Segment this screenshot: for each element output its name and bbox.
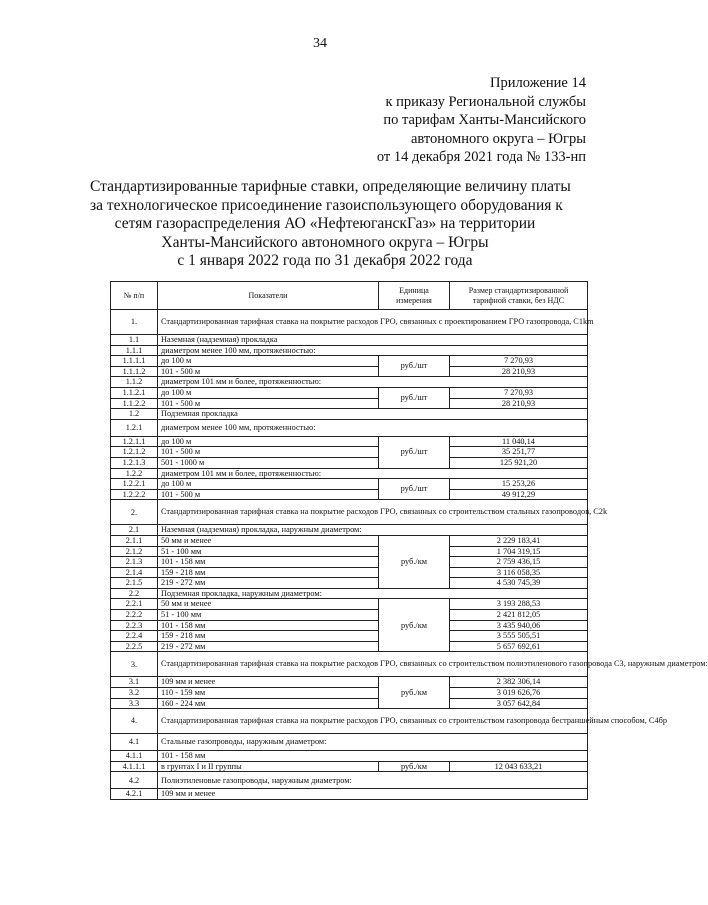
unit-cell: руб./шт xyxy=(379,387,450,408)
row-num: 1.1.1.2 xyxy=(111,366,158,377)
row-num: 4.1.1.1 xyxy=(111,761,158,772)
row-num: 4.2.1 xyxy=(111,789,158,800)
row-value: 12 043 633,21 xyxy=(450,761,588,772)
row-num: 1.1.1 xyxy=(111,345,158,356)
row-value: 5 657 692,61 xyxy=(450,641,588,652)
appendix-line: Приложение 14 xyxy=(490,75,586,91)
row-text: 101 - 500 м xyxy=(158,366,379,377)
table-row xyxy=(111,734,588,751)
row-num: 3. xyxy=(111,652,158,677)
unit-cell: руб./км xyxy=(379,535,450,588)
table-row xyxy=(111,447,588,458)
header-indicator: Показатели xyxy=(158,282,379,310)
table-row xyxy=(111,578,588,589)
page-number: 34 xyxy=(313,36,327,51)
table-row xyxy=(111,457,588,468)
table-row xyxy=(111,610,588,621)
title-line: Ханты-Мансийского автономного округа – Югры xyxy=(161,233,489,251)
appendix-line: к приказу Региональной службы xyxy=(385,93,586,110)
title-line: за технологическое присоединение газоиспользующего оборудования к xyxy=(90,196,563,214)
unit-cell: руб./км xyxy=(379,599,450,652)
row-num: 2.1.3 xyxy=(111,557,158,568)
row-text: 159 - 218 мм xyxy=(158,631,379,642)
row-num: 2. xyxy=(111,500,158,525)
header-size: Размер стандартизированной тарифной ставки, без НДС xyxy=(450,282,588,310)
table-row xyxy=(111,751,588,762)
row-num: 4.2 xyxy=(111,772,158,789)
header-num: № п/п xyxy=(111,282,158,310)
row-text: 50 мм и менее xyxy=(158,535,379,546)
table-row xyxy=(111,567,588,578)
row-text: 109 мм и менее xyxy=(158,677,379,688)
row-num: 3.1 xyxy=(111,677,158,688)
appendix-line: автономного округа – Югры xyxy=(410,130,586,147)
row-value: 1 704 319,15 xyxy=(450,546,588,557)
row-num: 1.1.2 xyxy=(111,377,158,388)
row-value: 2 759 436,15 xyxy=(450,557,588,568)
row-text: диаметром менее 100 мм, протяженностью: xyxy=(158,345,588,356)
row-text: Стальные газопроводы, наружным диаметром: xyxy=(158,734,588,751)
row-value: 7 270,93 xyxy=(450,356,588,367)
row-text: 51 - 100 мм xyxy=(158,610,379,621)
row-num: 1.2.1.1 xyxy=(111,436,158,447)
row-value: 28 210,93 xyxy=(450,366,588,377)
table-row xyxy=(111,310,588,335)
row-num: 2.1.2 xyxy=(111,546,158,557)
row-text: 51 - 100 мм xyxy=(158,546,379,557)
row-text: в грунтах I и II группы xyxy=(158,761,379,772)
table-row xyxy=(111,479,588,490)
document-title xyxy=(90,178,571,271)
table-row xyxy=(111,489,588,500)
row-value: 2 229 183,41 xyxy=(450,535,588,546)
row-text: 101 - 158 мм xyxy=(158,751,588,762)
row-num: 2.2.1 xyxy=(111,599,158,610)
table-row xyxy=(111,631,588,642)
appendix-line: от 14 декабря 2021 года № 133-нп xyxy=(376,149,586,165)
row-num: 1.2.2.1 xyxy=(111,479,158,490)
row-num: 1.2.1.3 xyxy=(111,457,158,468)
table-row xyxy=(111,419,588,436)
table-row xyxy=(111,398,588,409)
row-text: 101 - 158 мм xyxy=(158,620,379,631)
row-text: Наземная (надземная) прокладка xyxy=(158,335,588,346)
table-row xyxy=(111,761,588,772)
unit-cell: руб./км xyxy=(379,761,450,772)
row-value: 125 921,20 xyxy=(450,457,588,468)
row-num: 1.2.1.2 xyxy=(111,447,158,458)
table-row xyxy=(111,709,588,734)
table-row xyxy=(111,620,588,631)
table-row xyxy=(111,698,588,709)
unit-cell: руб./шт xyxy=(379,356,450,377)
row-num: 1. xyxy=(111,310,158,335)
table-row xyxy=(111,335,588,346)
table-row xyxy=(111,599,588,610)
unit-cell: руб./шт xyxy=(379,436,450,468)
row-text: до 100 м xyxy=(158,479,379,490)
row-text: Стандартизированная тарифная ставка на покрытие расходов ГРО, связанных со строительством стальных газопроводов, C2k xyxy=(158,500,588,525)
row-num: 1.1.2.1 xyxy=(111,387,158,398)
unit-cell: руб./км xyxy=(379,677,450,709)
row-text: Стандартизированная тарифная ставка на покрытие расходов ГРО, связанных со строительством полиэтиленового газопровода C3, наружным диаметром: xyxy=(158,652,588,677)
table-row xyxy=(111,377,588,388)
table-row xyxy=(111,546,588,557)
title-line: Стандартизированные тарифные ставки, определяющие величину платы xyxy=(90,178,571,195)
row-num: 2.2.2 xyxy=(111,610,158,621)
row-value: 28 210,93 xyxy=(450,398,588,409)
row-text: диаметром менее 100 мм, протяженностью: xyxy=(158,419,588,436)
row-text: до 100 м xyxy=(158,356,379,367)
row-text: Стандартизированная тарифная ставка на покрытие расходов ГРО, связанных со строительством газопровода бестраншейным способом, C4бр xyxy=(158,709,588,734)
table-row xyxy=(111,525,588,536)
row-text: 109 мм и менее xyxy=(158,789,588,800)
row-value: 3 435 940,06 xyxy=(450,620,588,631)
row-text: диаметром 101 мм и более, протяженностью: xyxy=(158,468,588,479)
row-value: 49 912,29 xyxy=(450,489,588,500)
row-num: 4.1.1 xyxy=(111,751,158,762)
row-num: 1.2 xyxy=(111,409,158,420)
row-num: 2.1.1 xyxy=(111,535,158,546)
table-row xyxy=(111,677,588,688)
row-num: 1.2.2 xyxy=(111,468,158,479)
table-row xyxy=(111,588,588,599)
row-num: 2.2.4 xyxy=(111,631,158,642)
table-row xyxy=(111,688,588,699)
row-value: 3 019 626,76 xyxy=(450,688,588,699)
row-value: 3 116 058,35 xyxy=(450,567,588,578)
row-num: 3.2 xyxy=(111,688,158,699)
row-num: 2.2.3 xyxy=(111,620,158,631)
row-text: 50 мм и менее xyxy=(158,599,379,610)
row-text: 101 - 500 м xyxy=(158,447,379,458)
table-row xyxy=(111,409,588,420)
row-text: 110 - 159 мм xyxy=(158,688,379,699)
table-row xyxy=(111,641,588,652)
table-row xyxy=(111,535,588,546)
title-line: сетям газораспределения АО «НефтеюганскГаз» на территории xyxy=(114,215,536,233)
row-text: Подземная прокладка xyxy=(158,409,588,420)
row-value: 15 253,26 xyxy=(450,479,588,490)
row-num: 4.1 xyxy=(111,734,158,751)
table-row xyxy=(111,356,588,367)
row-num: 1.2.2.2 xyxy=(111,489,158,500)
table-row xyxy=(111,789,588,800)
row-num: 2.2.5 xyxy=(111,641,158,652)
table-row xyxy=(111,468,588,479)
appendix-header xyxy=(377,74,586,167)
row-num: 4. xyxy=(111,709,158,734)
row-text: Подземная прокладка, наружным диаметром: xyxy=(158,588,588,599)
row-num: 2.1.5 xyxy=(111,578,158,589)
header-unit: Единица измерения xyxy=(379,282,450,310)
row-text: 101 - 158 мм xyxy=(158,557,379,568)
row-text: до 100 м xyxy=(158,436,379,447)
row-num: 1.2.1 xyxy=(111,419,158,436)
table-row xyxy=(111,366,588,377)
row-num: 1.1.2.2 xyxy=(111,398,158,409)
row-text: 219 - 272 мм xyxy=(158,578,379,589)
table-row xyxy=(111,772,588,789)
row-text: 159 - 218 мм xyxy=(158,567,379,578)
row-value: 3 057 642,84 xyxy=(450,698,588,709)
row-num: 1.1 xyxy=(111,335,158,346)
row-value: 2 421 812,05 xyxy=(450,610,588,621)
row-text: Наземная (надземная) прокладка, наружным диаметром: xyxy=(158,525,588,536)
row-text: до 100 м xyxy=(158,387,379,398)
row-text: 101 - 500 м xyxy=(158,398,379,409)
table-row xyxy=(111,652,588,677)
row-value: 3 555 505,51 xyxy=(450,631,588,642)
row-num: 1.1.1.1 xyxy=(111,356,158,367)
title-line: с 1 января 2022 года по 31 декабря 2022 года xyxy=(177,252,473,270)
tariff-table xyxy=(110,281,708,800)
unit-cell: руб./шт xyxy=(379,479,450,500)
row-num: 2.2 xyxy=(111,588,158,599)
table-row xyxy=(111,436,588,447)
row-text: 219 - 272 мм xyxy=(158,641,379,652)
table-header-row xyxy=(111,282,588,310)
row-text: 101 - 500 м xyxy=(158,489,379,500)
row-value: 2 382 306,14 xyxy=(450,677,588,688)
row-text: Полиэтиленовые газопроводы, наружным диаметром: xyxy=(158,772,588,789)
row-text: диаметром 101 мм и более, протяженностью: xyxy=(158,377,588,388)
table-row xyxy=(111,500,588,525)
row-num: 2.1.4 xyxy=(111,567,158,578)
row-text: 160 - 224 мм xyxy=(158,698,379,709)
row-value: 4 530 745,39 xyxy=(450,578,588,589)
appendix-line: по тарифам Ханты-Мансийского xyxy=(383,112,586,128)
row-text: 501 - 1000 м xyxy=(158,457,379,468)
row-value: 3 193 288,53 xyxy=(450,599,588,610)
row-value: 35 251,77 xyxy=(450,447,588,458)
row-text: Стандартизированная тарифная ставка на покрытие расходов ГРО, связанных с проектированием ГРО газопровода, C1km xyxy=(158,310,588,335)
table-row xyxy=(111,557,588,568)
row-value: 11 040,14 xyxy=(450,436,588,447)
table-row xyxy=(111,345,588,356)
row-num: 3.3 xyxy=(111,698,158,709)
table-row xyxy=(111,387,588,398)
row-value: 7 270,93 xyxy=(450,387,588,398)
row-num: 2.1 xyxy=(111,525,158,536)
